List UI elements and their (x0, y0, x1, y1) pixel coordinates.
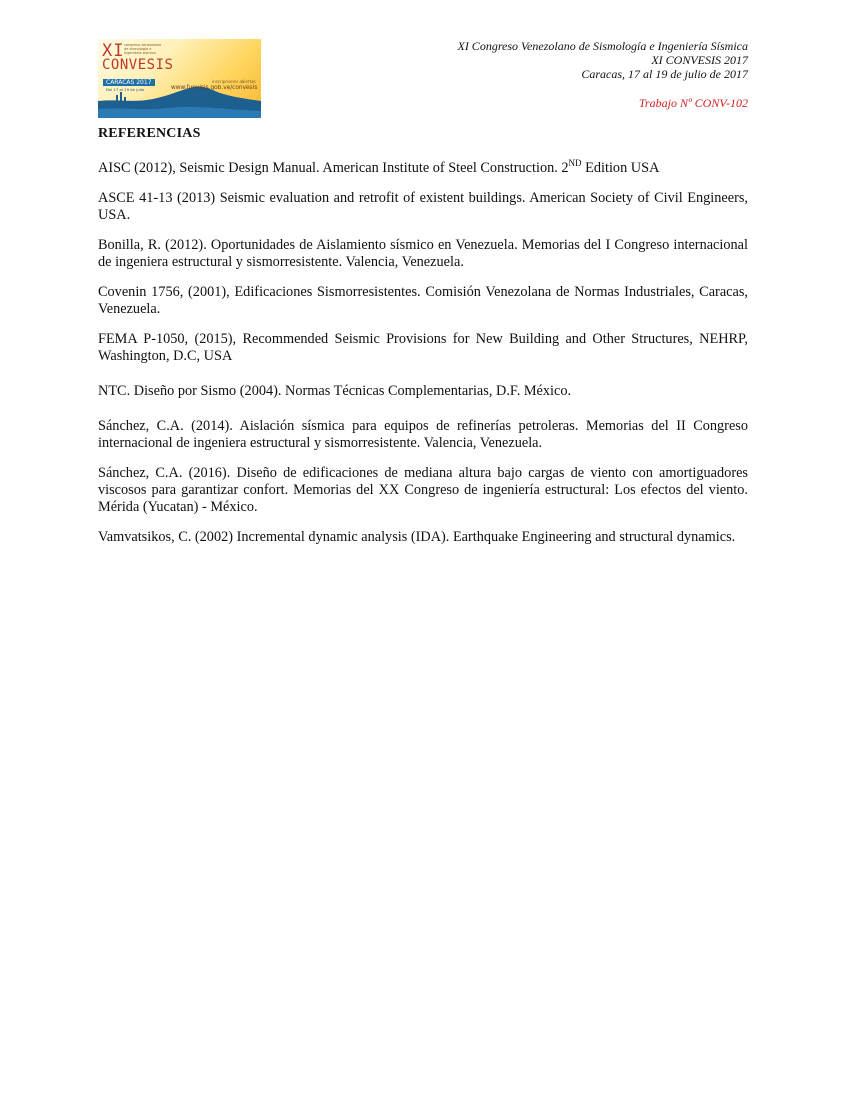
paper-id: Trabajo Nº CONV-102 (638, 96, 748, 110)
reference-item: FEMA P-1050, (2015), Recommended Seismic Provisions for New Building and Other Structures, NEHRP, Washington, D.C, USA (98, 331, 748, 364)
reference-list (98, 160, 748, 559)
header-event-name: XI CONVESIS 2017 (651, 53, 748, 67)
reference-item: ASCE 41-13 (2013) Seismic evaluation and retrofit of existent buildings. American Society of Civil Engineers, USA. (98, 190, 748, 223)
logo-roman-numeral: XI (102, 41, 125, 61)
reference-item: Sánchez, C.A. (2014). Aislación sísmica para equipos de refinerías petroleras. Memorias del II Congreso internacional de ingeniera estructural y sismorresistente. Valencia, Venezuela. (98, 418, 748, 451)
reference-item: Vamvatsikos, C. (2002) Incremental dynamic analysis (IDA). Earthquake Engineering and structural dynamics. (98, 529, 736, 545)
reference-item: Sánchez, C.A. (2016). Diseño de edificaciones de mediana altura bajo cargas de viento con amortiguadores viscosos para garantizar confort. Memorias del XX Congreso de ingeniería estructural: Los efectos del viento. Mérida (Yucatan) - México. (98, 465, 748, 515)
logo-url: www.funvisis.gob.ve/convesis (171, 85, 258, 91)
logo-inscriptions: inscripciones abiertas (212, 79, 256, 84)
reference-item: AISC (2012), Seismic Design Manual. American Institute of Steel Construction. 2ND Edition USA (98, 158, 660, 176)
reference-item: NTC. Diseño por Sismo (2004). Normas Técnicas Complementarias, D.F. México. (98, 383, 572, 399)
section-title: REFERENCIAS (98, 126, 201, 141)
logo-city-badge: CARACAS 2017 (103, 79, 155, 86)
header-place-date: Caracas, 17 al 19 de julio de 2017 (581, 67, 748, 81)
convesis-logo (98, 39, 261, 118)
logo-dates: Del 17 al 19 de julio (106, 87, 145, 92)
logo-subtitle: congreso venezolano de sismología e ingeniería sísmica (124, 43, 162, 55)
logo-name: CONVESIS (102, 57, 174, 73)
header-congress-name: XI Congreso Venezolano de Sismología e Ingeniería Sísmica (457, 39, 748, 53)
reference-item: Bonilla, R. (2012). Oportunidades de Aislamiento sísmico en Venezuela. Memorias del I Congreso internacional de ingeniera estructural y sismorresistente. Valencia, Venezuela. (98, 237, 748, 270)
reference-item: Covenin 1756, (2001), Edificaciones Sismorresistentes. Comisión Venezolana de Normas Industriales, Caracas, Venezuela. (98, 284, 748, 317)
page-header (457, 39, 748, 81)
